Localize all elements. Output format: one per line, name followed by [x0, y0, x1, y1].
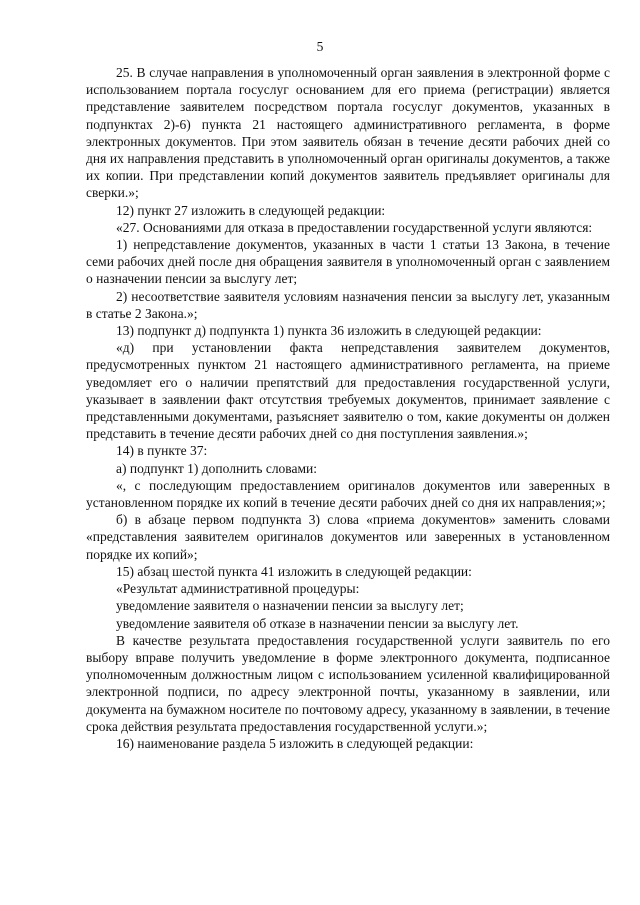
- refusal-ground-2: 2) несоответствие заявителя условиям назначения пенсии за выслугу лет, указанным в статье 2 Закона.»;: [86, 288, 610, 321]
- paragraph-item-25: 25. В случае направления в уполномоченный орган заявления в электронной форме с использованием портала госуслуг основанием для его приема (регистрации) является представление заявителем посредством портала госуслуг документов, указанных в подпунктах 2)-6) пункта 21 настоящего административного регламента, в форме электронных документов. При этом заявитель обязан в течение десяти рабочих дней со дня их направления представить в уполномоченный орган оригиналы документов, а также их копии. При представлении копий документов заявитель предъявляет оригиналы для сверки.»;: [86, 65, 610, 201]
- result-option-refusal: уведомление заявителя об отказе в назначении пенсии за выслугу лет.: [116, 615, 519, 631]
- amendment-14b: б) в абзаце первом подпункта 3) слова «приема документов» заменить словами «представления заявителем оригиналов документов или заверенных в установленном порядке их копий»;: [86, 512, 610, 562]
- amendment-14-heading: 14) в пункте 37:: [116, 443, 208, 459]
- amendment-15-heading: 15) абзац шестой пункта 41 изложить в следующей редакции:: [116, 563, 472, 579]
- paragraph-item-27: «27. Основаниями для отказа в предоставлении государственной услуги являются:: [116, 219, 593, 235]
- subitem-d-text: «д) при установлении факта непредставления заявителем документов, предусмотренных пунктом 21 настоящего административного регламента, на приеме уведомляет его о наличии препятствий для предоставления государственной услуги, указывает в заявлении факт отсутствия требуемых документов, принимает заявление с представленными документами, разъясняет заявителю о том, какие документы он должен представить в течение десяти рабочих дней со дня поступления заявления.»;: [86, 340, 610, 442]
- refusal-ground-1: 1) непредставление документов, указанных в части 1 статьи 13 Закона, в течение семи рабочих дней после дня обращения заявителя в уполномоченный орган с заявлением о назначении пенсии за выслугу лет;: [86, 237, 610, 287]
- amendment-16-heading: 16) наименование раздела 5 изложить в следующей редакции:: [116, 735, 474, 751]
- amendment-12-heading: 12) пункт 27 изложить в следующей редакции:: [116, 202, 386, 218]
- document-body: [86, 64, 610, 752]
- result-delivery-text: В качестве результата предоставления государственной услуги заявитель по его выбору вправе получить уведомление в форме электронного документа, подписанное уполномоченным должностным лицом с использованием усиленной квалифицированной электронной подписи, по адресу электронной почты, указанному в заявлении, или документа на бумажном носителе по почтовому адресу, указанному в заявлении, в течение срока действия результата предоставления государственной услуги.»;: [86, 632, 610, 734]
- amendment-14a-text: «, с последующим предоставлением оригиналов документов или заверенных в установленном порядке их копий в течение десяти рабочих дней со дня их направления;»;: [86, 477, 610, 511]
- result-option-approval: уведомление заявителя о назначении пенсии за выслугу лет;: [116, 598, 464, 614]
- page-number: 5: [316, 39, 324, 54]
- procedure-result-heading: «Результат административной процедуры:: [116, 581, 360, 597]
- amendment-14a: а) подпункт 1) дополнить словами:: [116, 460, 318, 476]
- amendment-13-heading: 13) подпункт д) подпункта 1) пункта 36 изложить в следующей редакции:: [116, 323, 542, 339]
